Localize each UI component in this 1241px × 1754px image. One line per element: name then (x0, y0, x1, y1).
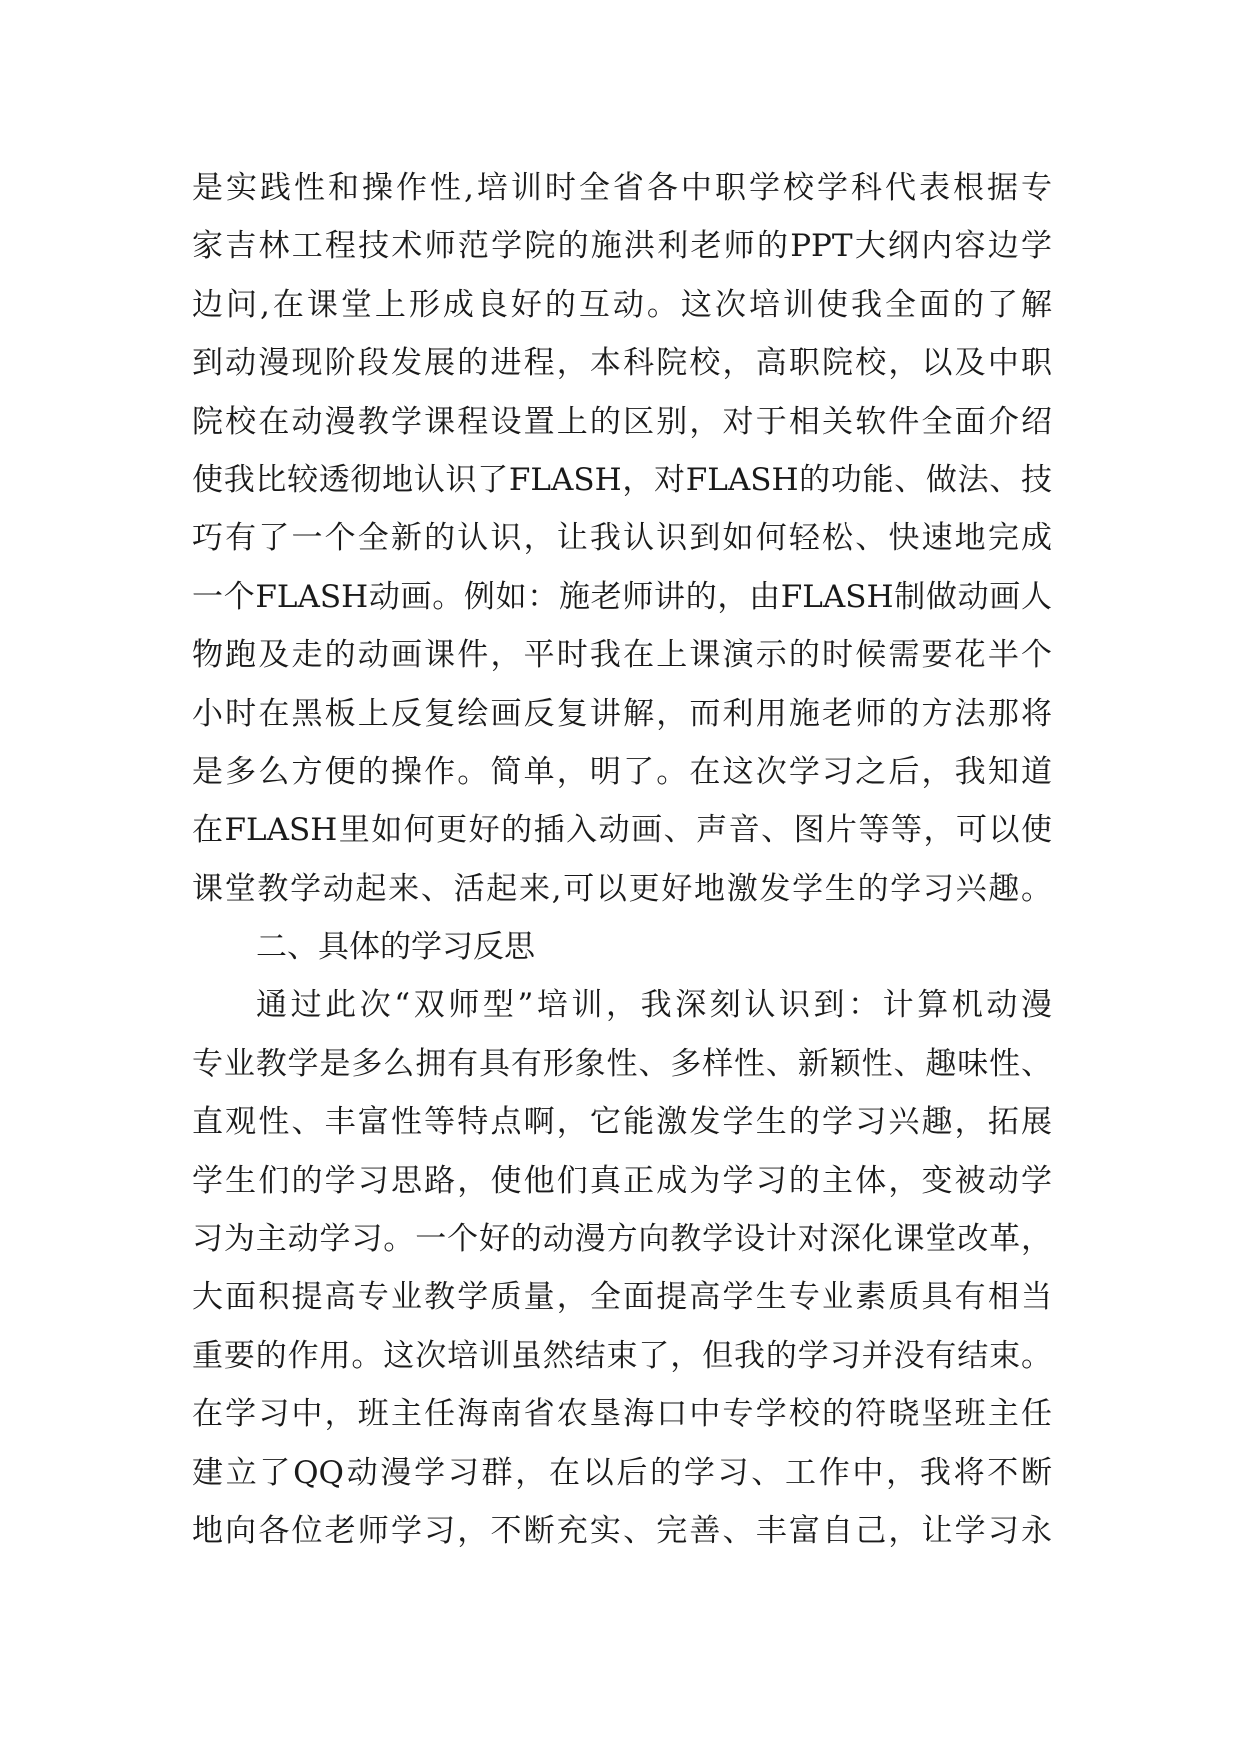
section-heading: 二、具体的学习反思 (256, 929, 535, 966)
text-line: 直观性、丰富性等特点啊，它能激发学生的学习兴趣，拓展 (192, 1104, 1052, 1141)
text-line: 建立了QQ动漫学习群，在以后的学习、工作中，我将不断 (192, 1454, 1052, 1491)
text-line: 课堂教学动起来、活起来,可以更好地激发学生的学习兴趣。 (192, 870, 1052, 907)
text-line: 地向各位老师学习，不断充实、完善、丰富自己，让学习永 (192, 1512, 1052, 1549)
text-line: 重要的作用。这次培训虽然结束了，但我的学习并没有结束。 (192, 1337, 1052, 1374)
text-line: 一个FLASH动画。例如：施老师讲的，由FLASH制做动画人 (192, 578, 1052, 615)
text-line: 是实践性和操作性,培训时全省各中职学校学科代表根据专 (192, 170, 1052, 206)
text-line: 通过此次“双师型”培训，我深刻认识到：计算机动漫 (256, 987, 1052, 1024)
text-line: 在学习中，班主任海南省农垦海口中专学校的符晓坚班主任 (192, 1396, 1052, 1433)
text-line: 到动漫现阶段发展的进程，本科院校，高职院校，以及中职 (192, 345, 1052, 382)
text-line: 在FLASH里如何更好的插入动画、声音、图片等等，可以使 (192, 812, 1052, 849)
text-line: 大面积提高专业教学质量，全面提高学生专业素质具有相当 (192, 1279, 1052, 1316)
paragraph-training-content (192, 159, 1052, 918)
section-heading-reflection (192, 918, 1052, 976)
document-body (192, 159, 1052, 1560)
text-line: 专业教学是多么拥有具有形象性、多样性、新颖性、趣味性、 (192, 1045, 1052, 1082)
text-line: 物跑及走的动画课件，平时我在上课演示的时候需要花半个 (192, 637, 1052, 674)
text-line: 小时在黑板上反复绘画反复讲解，而利用施老师的方法那将 (192, 695, 1052, 732)
text-line: 边问,在课堂上形成良好的互动。这次培训使我全面的了解 (192, 286, 1052, 323)
text-line: 使我比较透彻地认识了FLASH，对FLASH的功能、做法、技 (192, 461, 1052, 498)
text-line: 习为主动学习。一个好的动漫方向教学设计对深化课堂改革， (192, 1221, 1052, 1258)
text-line: 学生们的学习思路，使他们真正成为学习的主体，变被动学 (192, 1162, 1052, 1199)
text-line: 院校在动漫教学课程设置上的区别，对于相关软件全面介绍 (192, 403, 1052, 440)
paragraph-reflection (192, 976, 1052, 1560)
text-line: 家吉林工程技术师范学院的施洪利老师的PPT大纲内容边学 (192, 228, 1052, 265)
text-line: 巧有了一个全新的认识，让我认识到如何轻松、快速地完成 (192, 520, 1052, 557)
text-line: 是多么方便的操作。简单，明了。在这次学习之后，我知道 (192, 753, 1052, 790)
